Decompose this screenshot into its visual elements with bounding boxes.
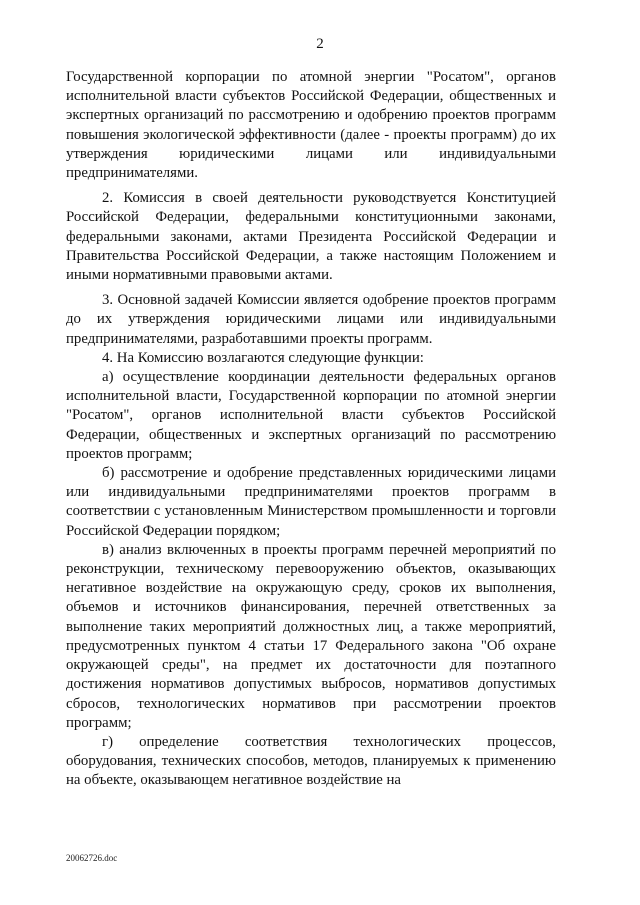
paragraph-subitem-a: а) осуществление координации деятельности федеральных органов исполнительной власти, Государственной корпорации по атомной энергии "Росатом", органов исполнительной власти субъектов Российской Федерации, общественных и экспертных организаций по рассмотрению проектов программ; <box>66 369 556 462</box>
paragraph-subitem-b: б) рассмотрение и одобрение представленных юридическими лицами или индивидуальными предпринимателями проектов программ в соответствии с установленным Министерством промышленности и торговли Российской Федерации порядком; <box>66 465 556 539</box>
paragraph-item-3: 3. Основной задачей Комиссии является одобрение проектов программ до их утверждения юридическими лицами или индивидуальными предпринимателями, разработавшими проекты программ. <box>66 292 556 347</box>
paragraph-item-2: 2. Комиссия в своей деятельности руководствуется Конституцией Российской Федерации, федеральными конституционными законами, федеральными законами, актами Президента Российской Федерации и Правительства Российской Федерации, а также настоящим Положением и иными нормативными правовыми актами. <box>66 190 556 284</box>
paragraph-subitem-g: г) определение соответствия технологических процессов, оборудования, технических способов, методов, планируемых к применению на объекте, оказывающем негативное воздействие на <box>66 733 556 789</box>
footer-filename: 20062726.doc <box>66 853 118 863</box>
paragraph-continuation: Государственной корпорации по атомной энергии "Росатом", органов исполнительной власти субъектов Российской Федерации, общественных и экспертных организаций по рассмотрению и одобрению проектов программ повышения экологической эффективности (далее - проекты программ) до их утверждения юридическими лицами или индивидуальными предпринимателями. <box>66 69 556 182</box>
paragraph-subitem-v: в) анализ включенных в проекты программ перечней мероприятий по реконструкции, техническому перевооружению объектов, оказывающих негативное воздействие на окружающую среду, сроков их выполнения, объемов и источников финансирования, перечней ответственных за выполнение таких мероприятий должностных лиц, а также мероприятий, предусмотренных пунктом 4 статьи 17 Федерального закона "Об охране окружающей среды", на предмет их достаточности для поэтапного достижения нормативов допустимых выбросов, нормативов допустимых сбросов, технологических нормативов при рассмотрении проектов программ; <box>66 541 556 731</box>
paragraph-item-4: 4. На Комиссию возлагаются следующие функции: <box>102 349 424 366</box>
page-number: 2 <box>316 36 324 52</box>
document-body <box>66 68 556 791</box>
